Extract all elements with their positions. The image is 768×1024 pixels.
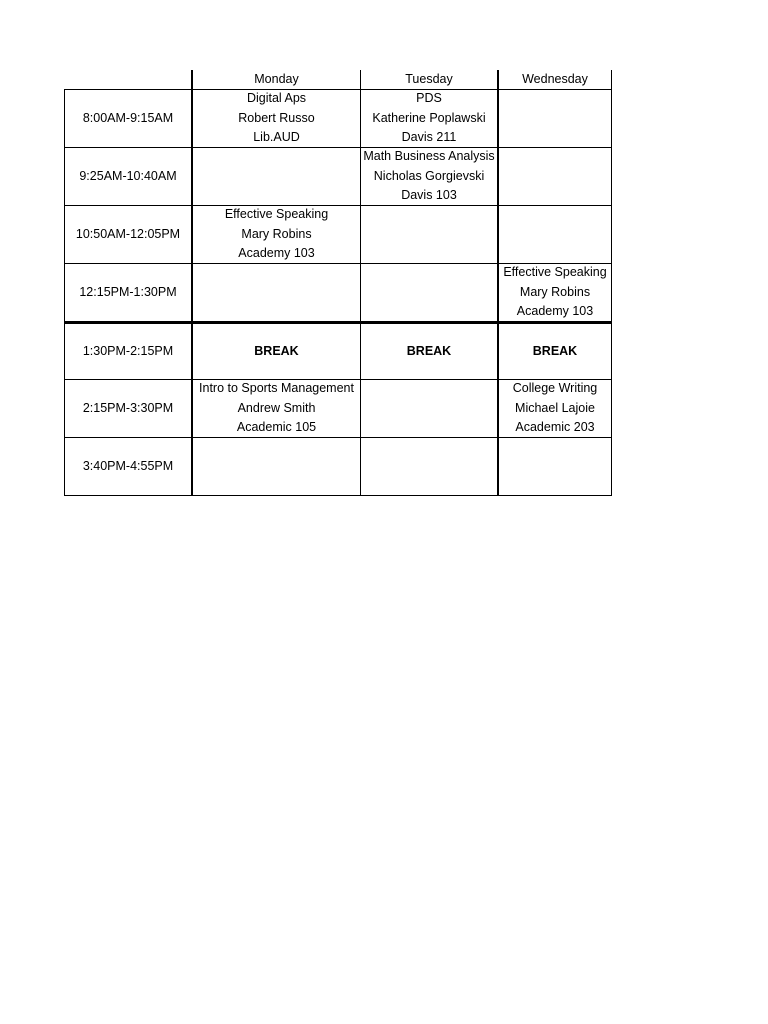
instructor-name: Nicholas Gorgievski [373,168,485,183]
instructor-name: Mary Robins [241,226,312,241]
course-name: Math Business Analysis [363,149,495,164]
instructor-name: Mary Robins [519,284,591,299]
tuesday-cell [361,206,499,263]
course-name: College Writing [512,381,598,396]
room-name: Davis 103 [401,188,457,203]
instructor-name: Andrew Smith [237,400,316,415]
course-name: Digital Aps [246,91,307,106]
tuesday-cell [361,380,499,437]
tuesday-cell [361,438,499,495]
instructor-name: Katherine Poplawski [372,110,486,125]
header-time-cell [64,70,193,89]
time-slot-row [64,438,612,496]
header-wednesday: Wednesday [499,70,612,89]
break-row [64,322,612,380]
time-slot-row [64,380,612,438]
time-slot-row [64,148,612,206]
monday-cell [193,324,361,379]
room-name: Academy 103 [516,304,594,319]
break-label: BREAK [254,343,299,358]
course-name: Effective Speaking [224,207,329,222]
time-cell: 12:15PM-1:30PM [64,264,193,321]
room-name: Academic 203 [515,420,595,435]
monday-cell [193,438,361,495]
header-tuesday: Tuesday [361,70,499,89]
monday-cell [193,148,361,205]
break-label: BREAK [532,343,578,358]
time-slot-row [64,90,612,148]
tuesday-cell [361,264,499,321]
tuesday-cell [361,324,499,379]
instructor-name: Michael Lajoie [515,400,595,415]
time-slot-row [64,206,612,264]
room-name: Academy 103 [238,246,315,261]
wednesday-cell [499,438,612,495]
room-name: Davis 211 [401,130,457,145]
monday-cell [193,380,361,437]
monday-cell [193,90,361,147]
header-row [64,70,612,90]
time-cell: 3:40PM-4:55PM [64,438,193,495]
schedule-table [64,70,612,496]
time-cell: 10:50AM-12:05PM [64,206,193,263]
course-name: Intro to Sports Management [199,381,354,396]
break-label: BREAK [406,343,452,358]
course-name: PDS [416,91,442,106]
wednesday-cell [499,380,612,437]
time-cell: 2:15PM-3:30PM [64,380,193,437]
monday-cell [193,206,361,263]
wednesday-cell [499,206,612,263]
monday-cell [193,264,361,321]
time-cell: 8:00AM-9:15AM [64,90,193,147]
wednesday-cell [499,324,612,379]
wednesday-cell [499,148,612,205]
tuesday-cell [361,90,499,147]
header-monday: Monday [193,70,361,89]
time-cell: 9:25AM-10:40AM [64,148,193,205]
course-name: Effective Speaking [503,265,607,280]
time-cell: 1:30PM-2:15PM [64,324,193,379]
tuesday-cell [361,148,499,205]
instructor-name: Robert Russo [238,110,315,125]
room-name: Lib.AUD [253,130,300,145]
wednesday-cell [499,264,612,321]
room-name: Academic 105 [236,420,317,435]
time-slot-row [64,264,612,322]
wednesday-cell [499,90,612,147]
